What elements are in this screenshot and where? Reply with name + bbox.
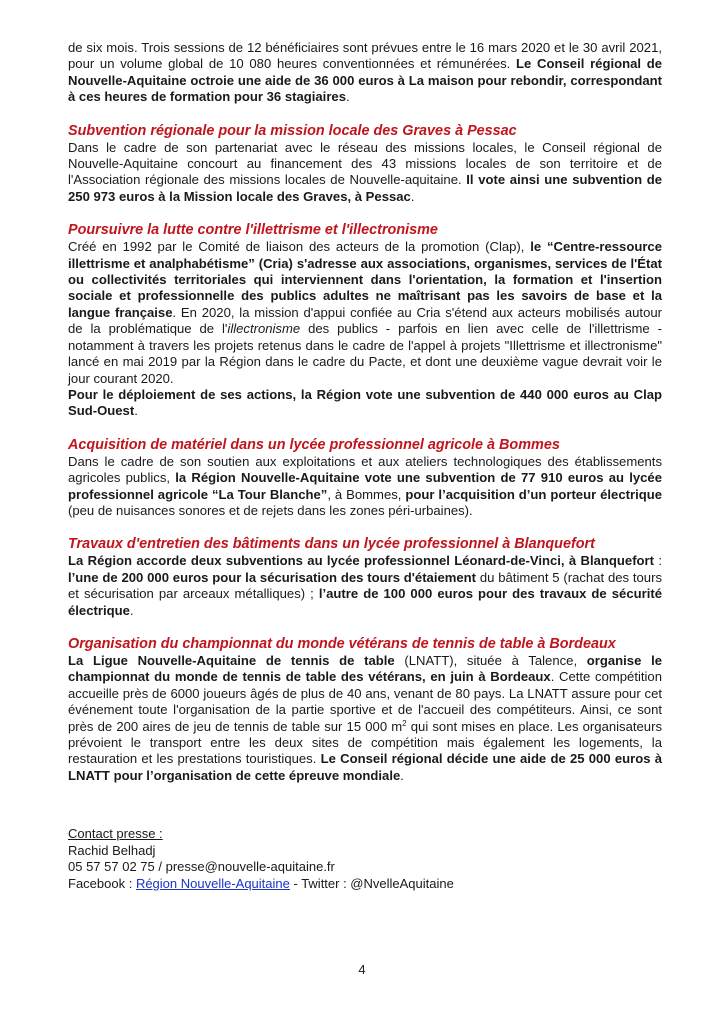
section-body-conclusion: Pour le déploiement de ses actions, la Région vote une subvention de 440 000 euros au Clap Sud-Ouest.	[68, 386, 662, 419]
section-body: Dans le cadre de son partenariat avec le réseau des missions locales, le Conseil régional de Nouvelle-Aquitaine concourt au financement des 43 missions locales de son territoire et de l'Association régionale des missions locales de Nouvelle-aquitaine. Il vote ainsi une subvention de 250 973 euros à la Mission locale des Graves, à Pessac.	[68, 139, 663, 204]
section-heading: Poursuivre la lutte contre l'illettrisme et l'illectronisme	[68, 222, 438, 239]
contact-name: Rachid Belhadj	[68, 842, 156, 858]
contact-social: Facebook : Région Nouvelle-Aquitaine - Twitter : @NvelleAquitaine	[68, 876, 454, 891]
page-number: 4	[358, 962, 366, 977]
section-illettrisme	[68, 222, 662, 419]
section-heading: Organisation du championnat du monde vétérans de tennis de table à Bordeaux	[68, 635, 616, 652]
section-body: Dans le cadre de son soutien aux exploitations et aux ateliers technologiques des établissements agricoles publics, la Région Nouvelle-Aquitaine vote une subvention de 77 910 euros au lycée professionnel agricole “La Tour Blanche”, à Bommes, pour l’acquisition d’un porteur électrique (peu de nuisances sonores et de rejets dans les zones péri-urbaines).	[68, 453, 662, 518]
section-heading: Travaux d'entretien des bâtiments dans un lycée professionnel à Blanquefort	[68, 536, 595, 553]
contact-phone-email: 05 57 57 02 75 / presse@nouvelle-aquitaine.fr	[68, 859, 335, 875]
section-tennis-de-table	[68, 636, 662, 784]
contact-label: Contact presse :	[68, 826, 163, 842]
intro-bold: Le Conseil régional de Nouvelle-Aquitaine octroie une aide de 36 000 euros à La maison pour rebondir, correspondant à ces heures de formation pour 36 stagiaires	[68, 56, 662, 105]
section-body: La Ligue Nouvelle-Aquitaine de tennis de table (LNATT), située à Talence, organise le championnat du monde de tennis de table des vétérans, en juin à Bordeaux. Cette compétition accueille près de 6000 joueurs âgés de plus de 40 ans, venant de 80 pays. La LNATT assure pour cet événement toute l'organisation de la partie sportive et de l'accueil des compétiteurs. Ainsi, ce sont près de 200 aires de jeu de tennis de table sur 15 000 $m^2$ qui sont mises en place. Les organisateurs prévoient le transport entre les deux sites de compétition mais également les logements, la restauration et les prestations touristiques. Le Conseil régional décide une aide de 25 000 euros à LNATT pour l’organisation de cette épreuve mondiale.	[68, 652, 662, 783]
section-body: Créé en 1992 par le Comité de liaison des acteurs de la promotion (Clap), le “Centre-ressource illettrisme et analphabétisme” (Cria) s'adresse aux associations, organismes, services de l'État ou collectivités territoriales qui interviennent dans l'orientation, la formation et l'insertion sociale et professionnelle des publics adultes ne maîtrisant pas les savoirs de base et la langue française. En 2020, la mission d'appui confiée au Cria s'étend aux acteurs mobilisés autour de la problématique de l'illectronisme des publics - parfois en lien avec celle de l'illettrisme - notamment à travers les projets retenus dans le cadre de l'appel à projets "Illettrisme et illectronisme" lancé en mai 2019 par la Région dans le cadre du Pacte, et dont une deuxième vague devrait voir le jour courant 2020.	[68, 239, 662, 386]
facebook-link[interactable]: Région Nouvelle-Aquitaine	[135, 876, 290, 891]
section-heading: Acquisition de matériel dans un lycée professionnel agricole à Bommes	[68, 436, 560, 453]
document-page	[68, 40, 662, 893]
section-blanquefort	[68, 536, 662, 619]
section-heading: Subvention régionale pour la mission locale des Graves à Pessac	[68, 122, 517, 139]
section-body: La Région accorde deux subventions au lycée professionnel Léonard-de-Vinci, à Blanquefort : l’une de 200 000 euros pour la sécurisation des tours d'étaiement du bâtiment 5 (rachat des tours et sécurisation par arceaux métalliques) ; l’autre de 100 000 euros pour des travaux de sécurité électrique.	[68, 553, 663, 618]
intro-paragraph: de six mois. Trois sessions de 12 bénéficiaires sont prévues entre le 16 mars 2020 et le 30 avril 2021, pour un volume global de 10 080 heures conventionnées et rémunérées. Le Conseil régional de Nouvelle-Aquitaine octroie une aide de 36 000 euros à La maison pour rebondir, correspondant à ces heures de formation pour 36 stagiaires.	[68, 40, 662, 105]
section-bommes	[68, 437, 662, 520]
press-contact	[68, 826, 662, 892]
section-mission-locale	[68, 123, 662, 206]
